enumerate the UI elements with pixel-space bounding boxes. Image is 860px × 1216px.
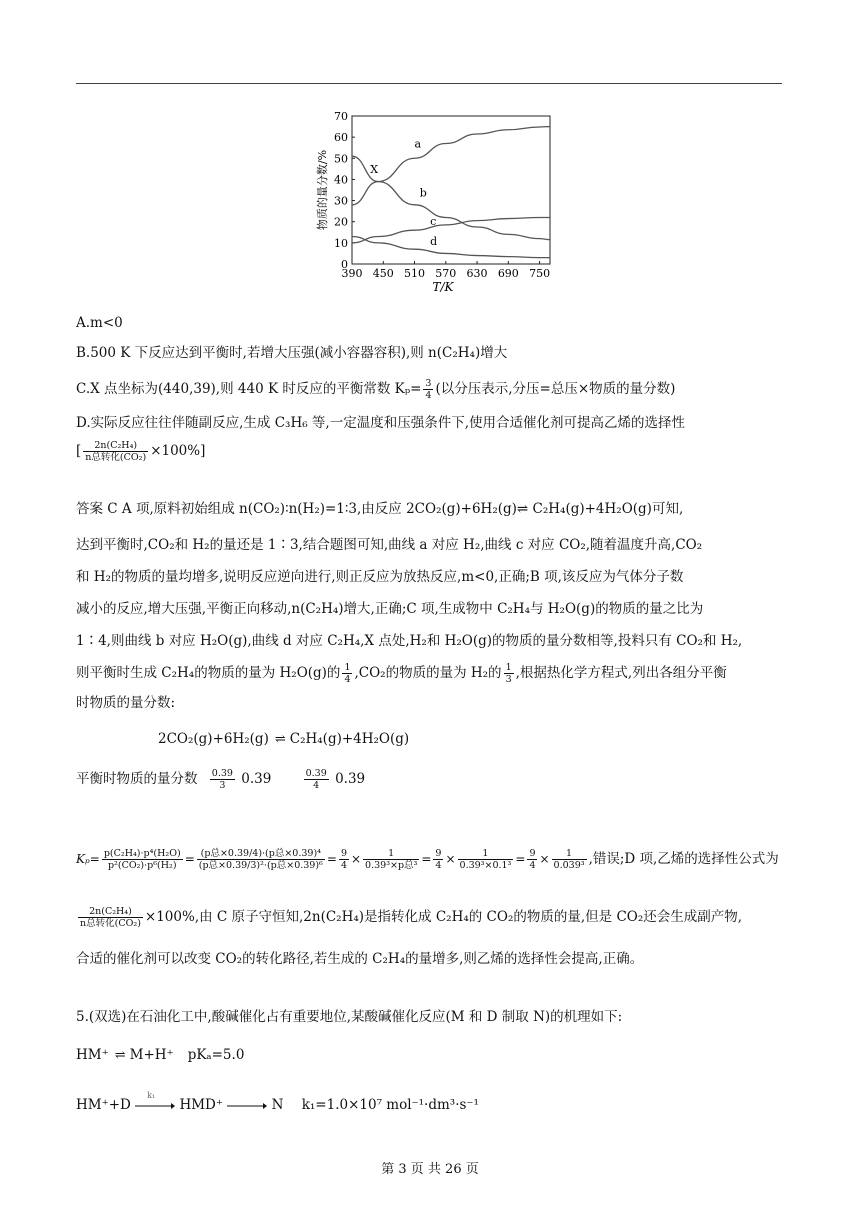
bracket-open: [ bbox=[76, 443, 82, 459]
fraction bbox=[210, 768, 235, 791]
x-axis-label: T/K bbox=[432, 280, 454, 294]
page-footer: 第 3 页 共 26 页 bbox=[381, 1162, 479, 1177]
answer-line-4: 减小的反应,增大压强,平衡正向移动,n(C₂H₄)增大,正确;C 项,生成物中 C₂H₄与 H₂O(g)的物质的量之比为 bbox=[76, 601, 704, 617]
bracket-close: ×100%] bbox=[150, 443, 206, 459]
eq-right: C₂H₄(g)+4H₂O(g) bbox=[289, 731, 410, 747]
frac-num: 1 bbox=[344, 662, 351, 673]
text-segment: ,根据热化学方程式,列出各组分平衡 bbox=[515, 665, 727, 681]
frac-den: 3 bbox=[505, 674, 512, 685]
series-label-a: a bbox=[414, 137, 422, 151]
answer-line-7: 时物质的量分数: bbox=[76, 695, 176, 711]
frac-num: 2n(C₂H₄) bbox=[83, 440, 148, 452]
text-segment: ,CO₂的物质的量为 H₂的 bbox=[354, 665, 502, 681]
rate-constant-label: k₁ bbox=[147, 1090, 156, 1100]
arrow-icon bbox=[227, 1099, 267, 1113]
frac-num: 9 bbox=[340, 848, 347, 859]
row-label: 平衡时物质的量分数 bbox=[76, 771, 198, 787]
frac-num: 3 bbox=[425, 378, 432, 389]
option-b: B.500 K 下反应达到平衡时,若增大压强(减小容器容积),则 n(C₂H₄)增大 bbox=[76, 345, 508, 361]
fraction bbox=[304, 768, 329, 791]
frac-num: 1 bbox=[552, 848, 587, 860]
fraction bbox=[363, 848, 419, 871]
rate-arrow-icon bbox=[135, 1090, 175, 1113]
series-line-b bbox=[352, 156, 550, 240]
frac-num: 9 bbox=[529, 848, 536, 859]
x-tick-label: 450 bbox=[372, 267, 394, 280]
reaction-2 bbox=[76, 1090, 479, 1114]
equilibrium-equation bbox=[158, 730, 409, 749]
selectivity-line bbox=[76, 906, 742, 929]
fraction bbox=[458, 848, 514, 871]
fraction bbox=[339, 848, 349, 871]
frac-den: 4 bbox=[344, 674, 351, 685]
fraction bbox=[552, 848, 587, 871]
frac-den: n总转化(CO₂) bbox=[85, 452, 147, 463]
series-label-c: c bbox=[430, 214, 437, 228]
series-line-d bbox=[352, 234, 550, 258]
reaction-1 bbox=[76, 1046, 244, 1065]
frac-den: 3 bbox=[219, 780, 226, 791]
mole-fraction-row bbox=[76, 768, 365, 791]
option-c-post: (以分压表示,分压=总压×物质的量分数) bbox=[435, 381, 676, 397]
answer-line-5: 1∶4,则曲线 b 对应 H₂O(g),曲线 d 对应 C₂H₄,X 点处,H₂和 H₂O(g)的物质的量分数相等,投料只有 CO₂和 H₂, bbox=[76, 633, 743, 649]
answer-line-2: 达到平衡时,CO₂和 H₂的量还是 1∶3,结合题图可知,曲线 a 对应 H₂,曲线 c 对应 CO₂,随着温度升高,CO₂ bbox=[76, 537, 703, 553]
y-tick-label: 40 bbox=[334, 173, 348, 187]
frac-num: 0.39 bbox=[211, 768, 233, 779]
series-label-b: b bbox=[419, 186, 427, 200]
y-tick-label: 60 bbox=[334, 131, 348, 145]
x-tick-label: 630 bbox=[466, 267, 488, 280]
r2-mid: HMD⁺ bbox=[179, 1097, 223, 1113]
x-tick-label: 390 bbox=[341, 267, 363, 280]
equals: = bbox=[184, 852, 195, 866]
frac-num: 1 bbox=[363, 848, 419, 860]
r2-left: HM⁺+D bbox=[76, 1097, 131, 1113]
frac-num: 0.39 bbox=[305, 768, 327, 779]
option-d-formula bbox=[76, 440, 205, 463]
value: 0.39 bbox=[241, 771, 272, 787]
frac-den: 0.39³×p总³ bbox=[365, 860, 418, 871]
kp-expression: Kₚ= $\frac{\text{p(C₂H₄)·p⁴(H₂O)}}{\text{p²(CO₂)·p⁶(H₂)}}$ = $\frac{\text{(p总×0.39/4)·(p总×0.39)⁴}}{\text{(p总×0.39/3)²·(p总×0.39)⁶}}$ = $\frac{9}{4}$ × $\frac{1}{\text{0.39³×p总³}}$ = $\frac{9}{4}$ × $\frac{1}{\text{0.39³×0.1³}}$ = $\frac{9}{4}$ × $\frac{1}{\text{0.039³}}$ ,错误;D 项,乙烯的选择性公式为 bbox=[76, 848, 779, 871]
answer-line-6 bbox=[76, 662, 727, 685]
series-line-a bbox=[352, 127, 550, 205]
option-c-fraction bbox=[423, 378, 433, 401]
option-d: D.实际反应往往伴随副反应,生成 C₃H₆ 等,一定温度和压强条件下,使用合适催化剂可提高乙烯的选择性 bbox=[76, 415, 686, 431]
frac-den: n总转化(CO₂) bbox=[80, 918, 141, 929]
kp-tail: ,错误;D 项,乙烯的选择性公式为 bbox=[588, 851, 779, 867]
frac-den: 4 bbox=[313, 780, 320, 791]
y-tick-label: 20 bbox=[334, 215, 348, 229]
frac-den: p²(CO₂)·p⁶(H₂) bbox=[107, 860, 177, 871]
series-label-d: d bbox=[430, 234, 438, 248]
y-tick-label: 50 bbox=[334, 152, 348, 166]
question-5-title: 5.(双选)在石油化工中,酸碱催化占有重要地位,某酸碱催化反应(M 和 D 制取 N)的机理如下: bbox=[76, 1009, 623, 1025]
option-c-pre: C.X 点坐标为(440,39),则 440 K 时反应的平衡常数 Kₚ= bbox=[76, 381, 422, 397]
fraction bbox=[433, 848, 443, 871]
r2-right: N bbox=[271, 1097, 284, 1113]
option-c bbox=[76, 378, 675, 401]
mole-fraction-chart bbox=[300, 104, 560, 304]
header-rule bbox=[76, 83, 782, 84]
fraction bbox=[197, 848, 325, 871]
fraction bbox=[527, 848, 537, 871]
x-tick-label: 510 bbox=[404, 267, 426, 280]
y-tick-label: 30 bbox=[334, 194, 348, 208]
fraction bbox=[78, 906, 143, 929]
frac-num: 1 bbox=[505, 662, 512, 673]
answer-last-line: 合适的催化剂可以改变 CO₂的转化路径,若生成的 C₂H₄的量增多,则乙烯的选择性会提高,正确。 bbox=[76, 951, 644, 967]
frac-num: 2n(C₂H₄) bbox=[78, 906, 143, 918]
y-tick-label: 70 bbox=[334, 110, 348, 123]
point-x-label: X bbox=[370, 163, 379, 177]
frac-den: (p总×0.39/3)²·(p总×0.39)⁶ bbox=[198, 860, 323, 871]
equilibrium-arrow-icon: ⇌ bbox=[114, 1048, 124, 1063]
frac-num: (p总×0.39/4)·(p总×0.39)⁴ bbox=[197, 848, 325, 860]
frac-den: 0.039³ bbox=[553, 860, 585, 871]
r2-rate-constant: k₁=1.0×10⁷ mol⁻¹·dm³·s⁻¹ bbox=[301, 1097, 479, 1113]
text-segment: 则平衡时生成 C₂H₄的物质的量为 H₂O(g)的 bbox=[76, 665, 341, 681]
frac-den: 4 bbox=[529, 860, 536, 871]
y-axis-label: 物质的量分数/% bbox=[316, 149, 329, 231]
frac-den: 4 bbox=[340, 860, 347, 871]
frac-num: 1 bbox=[458, 848, 514, 860]
y-tick-label: 0 bbox=[341, 258, 348, 271]
frac-num: p(C₂H₄)·p⁴(H₂O) bbox=[103, 848, 181, 859]
option-a: A.m<0 bbox=[76, 315, 123, 331]
answer-line-3: 和 H₂的物质的量均增多,说明反应逆向进行,则正反应为放热反应,m<0,正确;B 项,该反应为气体分子数 bbox=[76, 569, 684, 585]
plot-frame bbox=[352, 116, 550, 264]
series-line-c bbox=[352, 214, 550, 242]
answer-line-1: 答案 C A 项,原料初始组成 n(CO₂)∶n(H₂)=1∶3,由反应 2CO₂(g)+6H₂(g)⇌ C₂H₄(g)+4H₂O(g)可知, bbox=[76, 501, 684, 517]
kp-label: Kₚ= bbox=[76, 852, 100, 866]
fraction bbox=[342, 662, 352, 685]
fraction bbox=[102, 848, 183, 871]
frac-den: 4 bbox=[435, 860, 442, 871]
fraction bbox=[504, 662, 514, 685]
frac-num: 9 bbox=[435, 848, 442, 859]
r1-pka: pKₐ=5.0 bbox=[187, 1047, 245, 1063]
frac-den: 4 bbox=[425, 390, 432, 401]
value: 0.39 bbox=[335, 771, 366, 787]
x-tick-label: 690 bbox=[497, 267, 519, 280]
equilibrium-arrow-icon: ⇌ bbox=[274, 732, 284, 747]
selectivity-fraction bbox=[83, 440, 148, 463]
y-tick-label: 10 bbox=[334, 236, 348, 250]
selectivity-tail: ×100%,由 C 原子守恒知,2n(C₂H₄)是指转化成 C₂H₄的 CO₂的物质的量,但是 CO₂还会生成副产物, bbox=[144, 909, 743, 925]
x-tick-label: 750 bbox=[529, 267, 551, 280]
r1-left: HM⁺ bbox=[76, 1047, 109, 1063]
frac-den: 0.39³×0.1³ bbox=[459, 860, 512, 871]
eq-left: 2CO₂(g)+6H₂(g) bbox=[158, 731, 269, 747]
r1-right: M+H⁺ bbox=[129, 1047, 174, 1063]
x-tick-label: 570 bbox=[435, 267, 457, 280]
